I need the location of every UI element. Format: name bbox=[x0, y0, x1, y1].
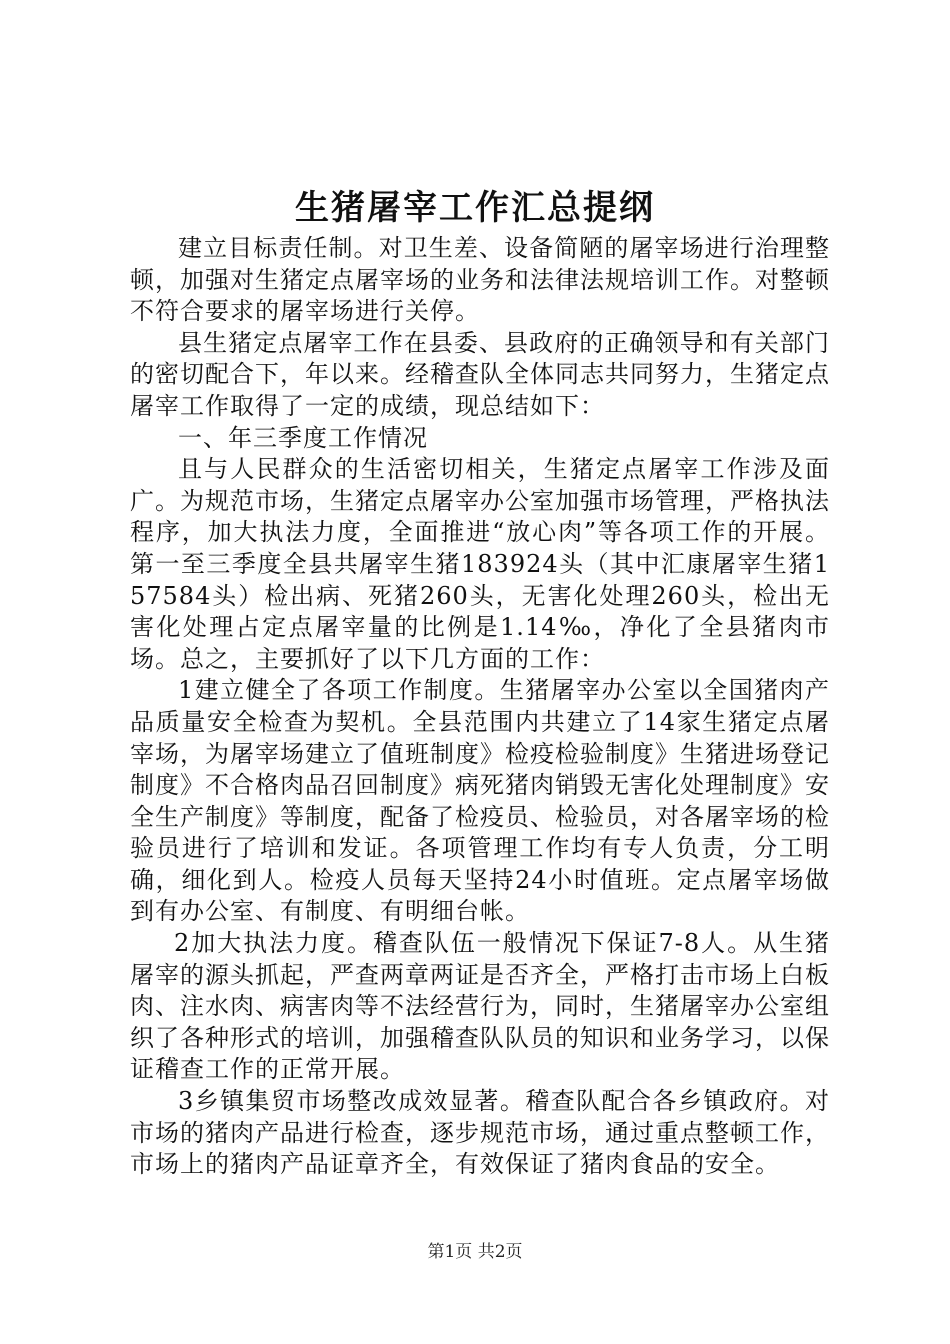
document-title: 生猪屠宰工作汇总提纲 bbox=[295, 188, 655, 228]
page-footer: 第1页 共2页 bbox=[427, 1242, 523, 1262]
paragraph-responsibility: 建立目标责任制。对卫生差、设备简陋的屠宰场进行治理整顿，加强对生猪定点屠宰场的业务和法律法规培训工作。对整顿不符合要求的屠宰场进行关停。 bbox=[130, 234, 830, 326]
document-body bbox=[130, 233, 830, 1181]
section-heading: 一、年三季度工作情况 bbox=[178, 423, 428, 452]
paragraph-item-2: 2加大执法力度。稽查队伍一般情况下保证7-8人。从生猪屠宰的源头抓起，严查两章两证是否齐全，严格打击市场上白板肉、注水肉、病害肉等不法经营行为，同时，生猪屠宰办公室组织了各种形式的培训，加强稽查队队员的知识和业务学习，以保证稽查工作的正常开展。 bbox=[130, 929, 830, 1084]
paragraph-intro: 县生猪定点屠宰工作在县委、县政府的正确领导和有关部门的密切配合下，年以来。经稽查队全体同志共同努力，生猪定点屠宰工作取得了一定的成绩，现总结如下： bbox=[130, 328, 830, 420]
paragraph-item-3: 3乡镇集贸市场整改成效显著。稽查队配合各乡镇政府。对市场的猪肉产品进行检查，逐步规范市场，通过重点整顿工作，市场上的猪肉产品证章齐全，有效保证了猪肉食品的安全。 bbox=[130, 1087, 830, 1179]
paragraph-overview: 且与人民群众的生活密切相关，生猪定点屠宰工作涉及面广。为规范市场，生猪定点屠宰办公室加强市场管理，严格执法程序，加大执法力度，全面推进“放心肉”等各项工作的开展。第一至三季度全县共屠宰生猪183924头（其中汇康屠宰生猪157584头）检出病、死猪260头，无害化处理260头，检出无害化处理占定点屠宰量的比例是1.14‰，净化了全县猪肉市场。总之，主要抓好了以下几方面的工作： bbox=[130, 455, 830, 673]
paragraph-item-1: 1建立健全了各项工作制度。生猪屠宰办公室以全国猪肉产品质量安全检查为契机。全县范围内共建立了14家生猪定点屠宰场，为屠宰场建立了值班制度》检疫检验制度》生猪进场登记制度》不合格肉品召回制度》病死猪肉销毁无害化处理制度》安全生产制度》等制度，配备了检疫员、检验员，对各屠宰场的检验员进行了培训和发证。各项管理工作均有专人负责，分工明确，细化到人。检疫人员每天坚持24小时值班。定点屠宰场做到有办公室、有制度、有明细台帐。 bbox=[130, 676, 830, 926]
